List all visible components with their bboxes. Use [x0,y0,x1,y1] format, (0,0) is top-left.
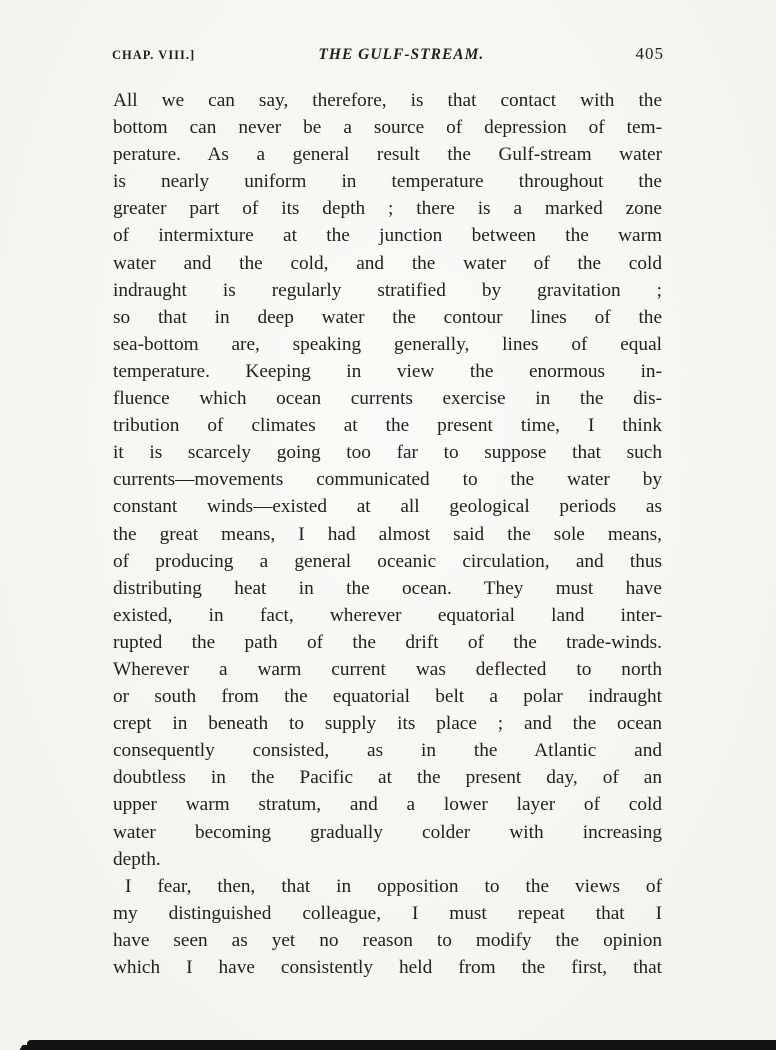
scan-edge-artifact [27,1040,776,1050]
text-line: indraught is regularly stratified by gravitation ; [113,279,662,301]
text-line: water and the cold, and the water of the cold [113,252,662,274]
text-line: crept in beneath to supply its place ; and the ocean [113,713,662,735]
paragraph [113,873,662,981]
page-header [112,44,664,64]
text-line: of intermixture at the junction between the warm [113,225,662,247]
page-number: 405 [635,44,664,63]
text-line: is nearly uniform in temperature throughout the [113,171,662,193]
text-line: perature. As a general result the Gulf-stream water [113,144,662,166]
text-line: depth. [113,848,161,870]
text-line: I fear, then, that in opposition to the views of [125,875,662,897]
text-line: doubtless in the Pacific at the present day, of an [113,767,662,789]
running-title: THE GULF-STREAM. [318,46,485,63]
text-line: so that in deep water the contour lines of the [113,306,662,328]
text-line: of producing a general oceanic circulation, and thus [113,550,662,572]
text-line: constant winds—existed at all geological periods as [113,496,662,518]
text-line: the great means, I had almost said the sole means, [113,523,662,545]
chapter-label: CHAP. VIII.] [112,48,196,62]
text-line: tribution of climates at the present time, I think [113,415,662,437]
text-line: have seen as yet no reason to modify the opinion [113,929,662,951]
text-line: bottom can never be a source of depression of tem- [113,117,662,139]
text-line: or south from the equatorial belt a polar indraught [113,686,662,708]
text-line: currents—movements communicated to the water by [113,469,662,491]
text-line: my distinguished colleague, I must repeat that I [113,902,662,924]
text-line: sea-bottom are, speaking generally, lines of equal [113,333,662,355]
text-line: upper warm stratum, and a lower layer of cold [113,794,662,816]
text-line: existed, in fact, wherever equatorial land inter- [113,604,662,626]
text-line: which I have consistently held from the first, that [113,957,662,978]
page-body [113,87,662,981]
text-line: greater part of its depth ; there is a marked zone [113,198,662,220]
text-line: consequently consisted, as in the Atlantic and [113,740,662,762]
text-line: distributing heat in the ocean. They must have [113,577,662,599]
text-line: fluence which ocean currents exercise in the dis- [113,388,662,410]
text-line: All we can say, therefore, is that contact with the [113,90,662,111]
text-line: water becoming gradually colder with increasing [113,821,662,843]
text-line: rupted the path of the drift of the trade-winds. [113,631,662,653]
paragraph [113,87,662,873]
text-line: it is scarcely going too far to suppose that such [113,442,662,464]
text-line: Wherever a warm current was deflected to north [113,658,662,680]
text-line: temperature. Keeping in view the enormous in- [113,360,662,382]
